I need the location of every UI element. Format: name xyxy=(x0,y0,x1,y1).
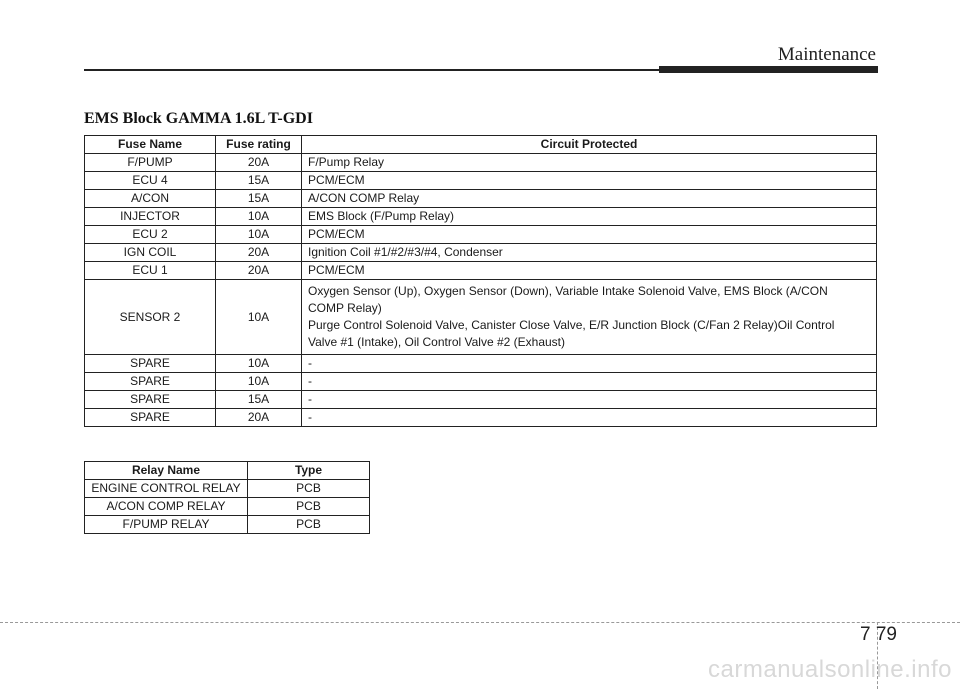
fuse-name-cell: IGN COIL xyxy=(85,244,216,262)
column-header-circuit-protected: Circuit Protected xyxy=(302,136,877,154)
table-row xyxy=(85,280,877,355)
table-row xyxy=(85,409,877,427)
relay-type-cell: PCB xyxy=(248,516,370,534)
table-row xyxy=(85,226,877,244)
relay-name-cell: F/PUMP RELAY xyxy=(85,516,248,534)
column-header-type: Type xyxy=(248,462,370,480)
fuse-name-cell: ECU 1 xyxy=(85,262,216,280)
page-number xyxy=(860,624,897,646)
circuit-cell: - xyxy=(302,391,877,409)
column-header-fuse-name: Fuse Name xyxy=(85,136,216,154)
table-row xyxy=(85,373,877,391)
fuse-name-cell: INJECTOR xyxy=(85,208,216,226)
fuse-rating-cell: 20A xyxy=(216,154,302,172)
fuse-rating-cell: 20A xyxy=(216,409,302,427)
section-title: EMS Block GAMMA 1.6L T-GDI xyxy=(84,110,313,127)
circuit-cell: Ignition Coil #1/#2/#3/#4, Condenser xyxy=(302,244,877,262)
circuit-cell: - xyxy=(302,355,877,373)
watermark: carmanualsonline.info xyxy=(708,656,952,683)
circuit-cell: - xyxy=(302,373,877,391)
fuse-name-cell: ECU 2 xyxy=(85,226,216,244)
fuse-name-cell: A/CON xyxy=(85,190,216,208)
circuit-cell: F/Pump Relay xyxy=(302,154,877,172)
table-row xyxy=(85,498,370,516)
fuse-rating-cell: 20A xyxy=(216,262,302,280)
table-row xyxy=(85,355,877,373)
relay-type-cell: PCB xyxy=(248,480,370,498)
fuse-name-cell: SPARE xyxy=(85,409,216,427)
page-number-value: 79 xyxy=(875,624,897,645)
circuit-cell: Oxygen Sensor (Up), Oxygen Sensor (Down), Variable Intake Solenoid Valve, EMS Block (A/CON COMP Relay) Purge Control Solenoid Valve, Canister Close Valve, E/R Junction Block (C/Fan 2 Relay)Oil Control Valve #1 (Intake), Oil Control Valve #2 (Exhaust) xyxy=(302,280,877,355)
fuse-name-cell: SPARE xyxy=(85,391,216,409)
fuse-rating-cell: 15A xyxy=(216,172,302,190)
fuse-rating-cell: 20A xyxy=(216,244,302,262)
fuse-name-cell: SPARE xyxy=(85,373,216,391)
relay-name-cell: ENGINE CONTROL RELAY xyxy=(85,480,248,498)
header-bar xyxy=(659,66,878,73)
fuse-name-cell: SPARE xyxy=(85,355,216,373)
fuse-rating-cell: 10A xyxy=(216,208,302,226)
fuse-name-cell: ECU 4 xyxy=(85,172,216,190)
table-row xyxy=(85,172,877,190)
fuse-table xyxy=(84,135,877,427)
fuse-name-cell: F/PUMP xyxy=(85,154,216,172)
circuit-cell: PCM/ECM xyxy=(302,262,877,280)
fuse-rating-cell: 15A xyxy=(216,190,302,208)
table-row xyxy=(85,516,370,534)
circuit-cell: EMS Block (F/Pump Relay) xyxy=(302,208,877,226)
circuit-cell: - xyxy=(302,409,877,427)
circuit-cell: A/CON COMP Relay xyxy=(302,190,877,208)
table-row xyxy=(85,262,877,280)
table-row xyxy=(85,480,370,498)
relay-table-header-row xyxy=(85,462,370,480)
fuse-rating-cell: 10A xyxy=(216,226,302,244)
fuse-rating-cell: 10A xyxy=(216,355,302,373)
header-title: Maintenance xyxy=(777,44,876,65)
table-row xyxy=(85,190,877,208)
relay-name-cell: A/CON COMP RELAY xyxy=(85,498,248,516)
column-header-fuse-rating: Fuse rating xyxy=(216,136,302,154)
fuse-rating-cell: 15A xyxy=(216,391,302,409)
header-rule xyxy=(84,69,659,71)
column-header-relay-name: Relay Name xyxy=(85,462,248,480)
circuit-cell: PCM/ECM xyxy=(302,172,877,190)
circuit-cell: PCM/ECM xyxy=(302,226,877,244)
fuse-rating-cell: 10A xyxy=(216,280,302,355)
fuse-rating-cell: 10A xyxy=(216,373,302,391)
chapter-number: 7 xyxy=(860,624,871,645)
footer-rule xyxy=(0,622,960,623)
table-row xyxy=(85,154,877,172)
relay-type-cell: PCB xyxy=(248,498,370,516)
table-row xyxy=(85,391,877,409)
relay-table xyxy=(84,461,370,534)
table-row xyxy=(85,244,877,262)
fuse-name-cell: SENSOR 2 xyxy=(85,280,216,355)
table-row xyxy=(85,208,877,226)
fuse-table-header-row xyxy=(85,136,877,154)
